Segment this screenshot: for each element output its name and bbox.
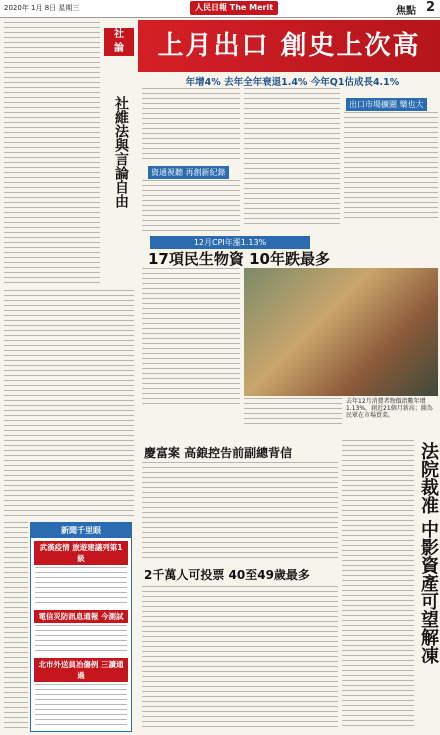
- cpi-story-text: [142, 268, 240, 408]
- brief-text-3: [35, 684, 127, 728]
- lower-left-text: [4, 522, 28, 730]
- box-tag-2: 資通視聽 再創新紀錄: [148, 166, 229, 179]
- story-text-1: [142, 462, 338, 560]
- main-story-text-3: [344, 112, 438, 218]
- editorial-text-block-1: [4, 22, 100, 284]
- editorial-text-block-2: [4, 290, 134, 518]
- page-number: 2: [426, 0, 436, 15]
- story-headline-3: 法院裁准 中影資產可望解凍: [418, 442, 439, 665]
- brief-headline-1: 武漢疫情 旅遊建議列第1級: [34, 541, 128, 565]
- editorial-label: 社 論: [104, 28, 134, 56]
- news-box-title: 新聞千里眼: [31, 523, 131, 538]
- main-subhead: 年增4% 去年全年衰退1.4% 今年Q1估成長4.1%: [185, 77, 400, 88]
- main-story-text-1: [142, 88, 240, 160]
- brief-text-1: [35, 567, 127, 607]
- brief-headline-3: 北市外送員冶傷例 三讀通過: [34, 658, 128, 682]
- news-brief-box: [30, 522, 132, 732]
- brief-text-2: [35, 625, 127, 655]
- section-name: 焦點: [396, 6, 416, 17]
- main-headline: 上月出口 創史上次高: [138, 20, 440, 72]
- newspaper-logo: 人民日報 The Merit: [190, 1, 278, 15]
- story-headline-1: 慶富案 高鋃控告前副總背信: [144, 446, 293, 460]
- photo-caption: 去年12月消費者物價指數年增1.13%，創近21個月新高；圖為民眾在市場買菜。: [346, 398, 433, 419]
- cpi-headline: 17項民生物資 10年跌最多: [148, 250, 330, 268]
- story-text-2: [142, 586, 338, 730]
- cpi-tag: 12月CPI年漲1.13%: [150, 236, 310, 249]
- box-tag-1: 出口市場擴圍 樂也大: [346, 98, 427, 111]
- story-headline-2: 2千萬人可投票 40至49歲最多: [144, 568, 310, 582]
- editorial-title: 社維法與言論自由: [113, 96, 129, 208]
- cpi-story-text-2: [244, 398, 342, 426]
- market-photo: [244, 268, 438, 396]
- brief-headline-2: 電信災防訊息通報 今測試: [34, 610, 128, 623]
- main-story-text-4: [142, 180, 240, 232]
- story-text-3: [342, 440, 414, 730]
- date-line: 2020年 1月 8日 星期三: [4, 4, 80, 12]
- main-story-text-2: [244, 88, 340, 228]
